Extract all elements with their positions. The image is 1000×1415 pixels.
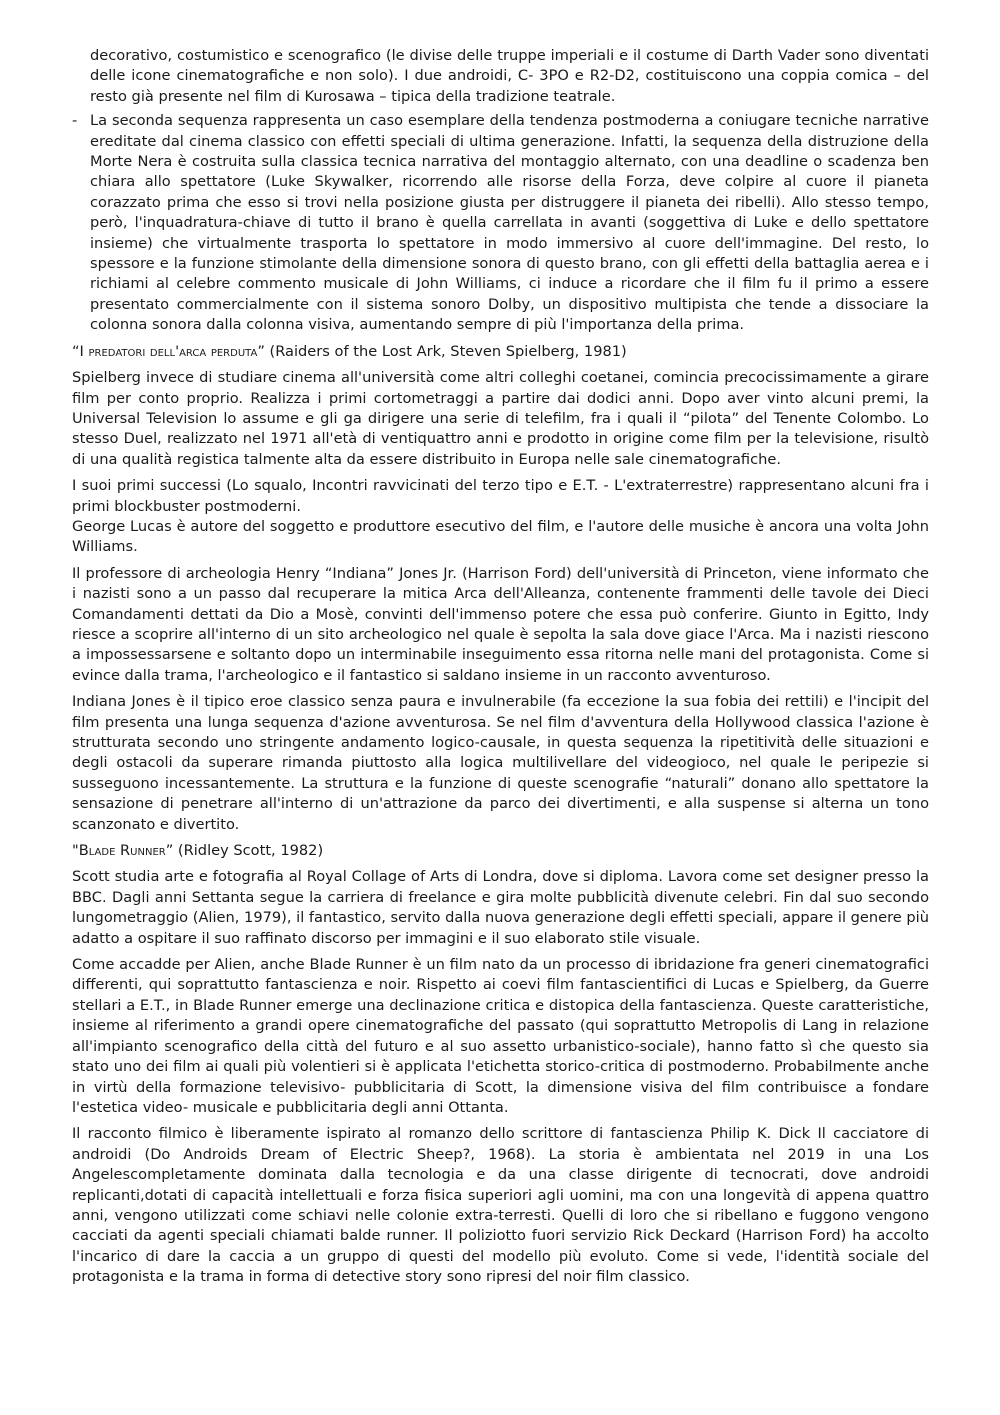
paragraph: Il professore di archeologia Henry “Indiana” Jones Jr. (Harrison Ford) dell'università di Princeton, viene informato che i nazisti sono a un passo dal recuperare la mitica Arca dell'Alleanza, contenente frammenti delle tavole dei Dieci Comandamenti dettati da Dio a Mosè, convinti dell'immenso potere che essa può conferire. Giunto in Egitto, Indy riesce a scoprire all'interno di un sito archeologico nel quale è sepolta la sala dove giace l'Arca. Ma i nazisti riescono a impossessarsene e soltanto dopo un interminabile inseguimento essa ritorna nelle mani del protagonista. Come si evince dalla trama, l'archeologico e il fantastico si saldano insieme in un racconto avventuroso. [72, 564, 929, 684]
film-title: "Blade Runner” [72, 842, 174, 860]
paragraph: Indiana Jones è il tipico eroe classico senza paura e invulnerabile (fa eccezione la sua fobia dei rettili) e l'incipit del film presenta una lunga sequenza d'azione avventurosa. Se nel film d'avventura della Hollywood classica l'azione è strutturata secondo uno stringente andamento logico-causale, in questa sequenza la ripetitività delle situazioni e degli ostacoli da superare rimanda piuttosto alla logica multilivellare del videogioco, nel quale le peripezie si susseguono incessantemente. La struttura e la funzione di queste scenografie “naturali” donano allo spettatore la sensazione di penetrare all'interno di un'attrazione da parco dei divertimenti, e alla suspense si alterna un tono scanzonato e divertito. [72, 693, 929, 833]
bullet-dash: - [72, 112, 78, 130]
bullet-item [72, 111, 929, 335]
film-credits: (Raiders of the Lost Ark, Steven Spielberg, 1981) [269, 342, 627, 360]
paragraph: George Lucas è autore del soggetto e produttore esecutivo del film, e l'autore delle musiche è ancora una volta John Williams. [72, 517, 929, 556]
paragraph: I suoi primi successi (Lo squalo, Incontri ravvicinati del terzo tipo e E.T. - L'extraterrestre) rappresentano alcuni fra i primi blockbuster postmoderni. [72, 477, 929, 515]
section-heading-raiders [72, 342, 929, 362]
bullet-text: La seconda sequenza rappresenta un caso esemplare della tendenza postmoderna a coniugare tecniche narrative ereditate dal cinema classico con effetti speciali di ultima generazione. Infatti, la sequenza della distruzione della Morte Nera è costruita sulla classica tecnica narrativa del montaggio alternato, con una deadline o scadenza ben chiara allo spettatore (Luke Skywalker, ricorrendo alle risorse della Forza, deve colpire al cuore il pianeta corazzato prima che esso si trovi nella posizione giusta per distruggere il pianeta dei ribelli). Allo stesso tempo, però, l'inquadratura-chiave di tutto il brano è quella carrellata in avanti (soggettiva di Luke e dello spettatore insieme) che virtualmente trasporta lo spettatore in modo immersivo al cuore dell'immagine. Del resto, lo spessore e la funzione stimolante della dimensione sonora di questo brano, con gli effetti della battaglia aerea e i richiami al celebre commento musicale di John Williams, ci induce a ricordare che il film fu il primo a essere presentato commercialmente con il sistema sonoro Dolby, un dispositivo multipista che tende a dissociare la colonna sonora dalla colonna visiva, aumentando sempre di più l'importanza della prima. [90, 112, 929, 334]
bullet-continuation: decorativo, costumistico e scenografico (le divise delle truppe imperiali e il costume di Darth Vader sono diventati delle icone cinematografiche e non solo). I due androidi, C- 3PO e R2-D2, costituiscono una coppia comica – del resto già presente nel film di Kurosawa – tipica della tradizione teatrale. [90, 47, 929, 105]
paragraph: Spielberg invece di studiare cinema all'università come altri colleghi coetanei, comincia precocissimamente a girare film per conto proprio. Realizza i primi cortometraggi a partire dai dodici anni. Dopo aver vinto alcuni premi, la Universal Television lo assume e gli ga dirigere una serie di telefilm, fra i quali il “pilota” del Tenente Colombo. Lo stesso Duel, realizzato nel 1971 all'età di ventiquattro anni e prodotto in origine come film per la televisione, risultò di una qualità registica talmente alta da essere distribuito in Europa nelle sale cinematografiche. [72, 369, 929, 468]
section-heading-blade-runner [72, 841, 929, 861]
paragraph: Come accadde per Alien, anche Blade Runner è un film nato da un processo di ibridazione fra generi cinematografici differenti, qui soprattutto fantascienza e noir. Rispetto ai coevi film fantascientifici di Lucas e Spielberg, da Guerre stellari a E.T., in Blade Runner emerge una declinazione critica e distopica della fantascienza. Queste caratteristiche, insieme al riferimento a grandi opere cinematografiche del passato (qui soprattutto Metropolis di Lang in relazione all'impianto scenografico della città del futuro e al suo assetto urbanistico-sociale), hanno fatto sì che questo sia stato uno dei film ai quali più volentieri si è applicata l'etichetta storico-critica di postmoderno. Probabilmente anche in virtù della formazione televisivo- pubblicitaria di Scott, la dimensione visiva del film contribuisce a fondare l'estetica video- musicale e pubblicitaria degli anni Ottanta. [72, 956, 929, 1116]
document-page [72, 46, 929, 1294]
paragraph: Il racconto filmico è liberamente ispirato al romanzo dello scrittore di fantascienza Philip K. Dick Il cacciatore di androidi (Do Androids Dream of Electric Sheep?, 1968). La storia è ambientata nel 2019 in una Los Angelescompletamente dominata dalla tecnologia e da una classe dirigente di tecnocrati, dove androidi replicanti,dotati di capacità intellettuali e forza fisica superiori agli uomini, ma con una longevità di appena quattro anni, vengono utilizzati come schiavi nelle colonie extra-terresti. Quelli di loro che si ribellano e fuggono vengono cacciati da agenti speciali chiamati balde runner. Il poliziotto fuori servizio Rick Deckard (Harrison Ford) ha accolto l'incarico di dare la caccia a un gruppo di questi del modello più evoluto. Come si vede, l'identità sociale del protagonista e la trama in forma di detective story sono ripresi del noir film classico. [72, 1125, 929, 1286]
paragraph: Scott studia arte e fotografia al Royal Collage of Arts di Londra, dove si diploma. Lavora come set designer presso la BBC. Dagli anni Settanta segue la carriera di freelance e gira molte pubblicità divenute celebri. Fin dal suo secondo lungometraggio (Alien, 1979), il fantastico, servito dalla nuova generazione degli effetti speciali, appare il genere più adatto a ospitare il suo raffinato discorso per immagini e il suo elaborato stile visuale. [72, 868, 929, 947]
film-title: “I predatori dell'arca perduta” [72, 342, 265, 360]
film-credits: (Ridley Scott, 1982) [177, 842, 324, 860]
